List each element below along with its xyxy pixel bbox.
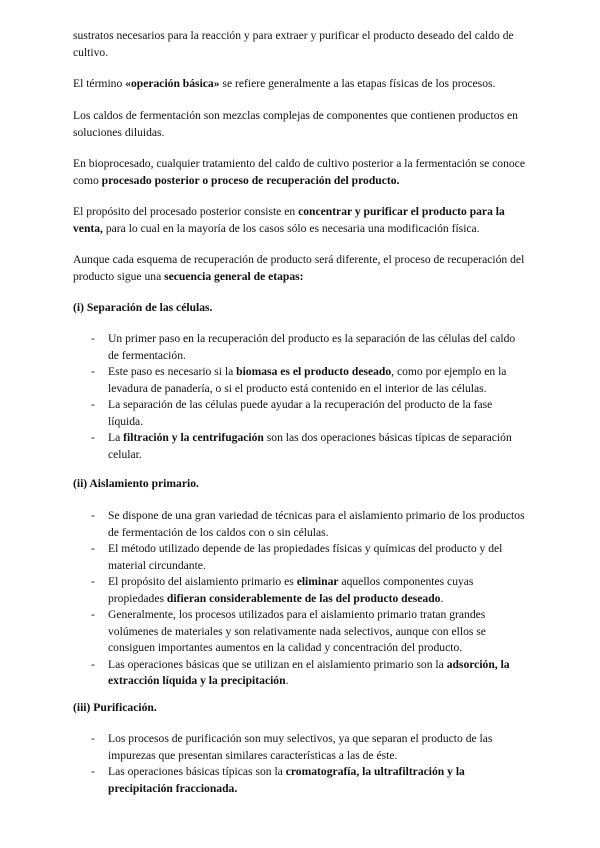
text-run: sustratos necesarios para la reacción y para extraer y purificar el producto deseado del caldo de cultivo. [73,29,514,59]
text-run: Los procesos de purificación son muy selectivos, ya que separan el producto de las impurezas que presentan similares características a las de éste. [108,732,493,762]
paragraph [73,204,529,237]
bold-text: secuencia general de etapas: [164,269,304,283]
list-item [73,541,529,574]
bullet-list [73,731,529,797]
text-run: Generalmente, los procesos utilizados para el aislamiento primario tratan grandes volúmenes de materiales y son relativamente nada selectivos, aunque con ellos se consiguen importantes aumentos en la calidad y concentración del producto. [108,608,486,654]
bold-text: filtración y la centrifugación [123,431,264,444]
text-run: El propósito del aislamiento primario es [108,575,297,588]
bold-text: difieran considerablemente de las del producto deseado [166,591,441,605]
section-heading: (i) Separación de las células. [73,301,213,314]
list-item [73,364,529,397]
text-run: . [440,591,444,605]
list-item [73,508,529,541]
list-item [73,430,529,463]
list-item [73,657,529,690]
text-run: se refiere generalmente a las etapas físicas de los procesos. [219,77,496,90]
text-run: Los caldos de fermentación son mezclas complejas de componentes que contienen productos en soluciones diluidas. [73,109,518,139]
text-run: Las operaciones básicas que se utilizan en el aislamiento primario son la [108,657,447,671]
section-heading: (ii) Aislamiento primario. [73,477,199,490]
text-run: Este paso es necesario si la [108,365,237,378]
paragraph [73,252,529,285]
bold-text: eliminar [296,575,339,588]
text-run: El método utilizado depende de las propiedades físicas y químicas del producto y del material circundante. [108,542,503,572]
text-run: El propósito del procesado posterior consiste en [73,205,299,218]
bullet-list [73,508,529,690]
bold-text: adsorción, la extracción líquida y la precipitación [108,657,510,687]
text-run: , como por ejemplo en la levadura de panadería, o si el producto está contenido en el interior de las células. [108,365,507,395]
list-item [73,397,529,430]
bullet-list [73,331,529,463]
text-run: La [108,431,124,444]
paragraph [73,76,529,93]
bold-text: concentrar y purificar el producto para la venta, [73,205,505,235]
text-run: La separación de las células puede ayudar a la recuperación del producto de la fase líquida. [108,398,493,428]
paragraph [73,108,529,141]
bold-text: «operación básica» [125,77,220,90]
text-run: Un primer paso en la recuperación del producto es la separación de las células del caldo de fermentación. [108,332,516,362]
paragraph [73,28,529,61]
text-run: son las dos operaciones básicas típicas de separación celular. [108,431,512,461]
paragraph [73,156,529,189]
list-item [73,764,529,797]
text-run: El término [73,77,126,90]
bold-text: procesado posterior o proceso de recuperación del producto. [101,173,400,187]
text-run: Aunque cada esquema de recuperación de producto será diferente, el proceso de recuperación del producto sigue una [73,253,525,283]
bold-text: biomasa es el producto deseado [236,365,392,378]
text-run: Las operaciones básicas típicas son la [108,765,286,778]
text-run: para lo cual en la mayoría de los casos sólo es necesaria una modificación física. [102,221,480,235]
section-heading: (iii) Purificación. [73,701,157,714]
text-run: Se dispone de una gran variedad de técnicas para el aislamiento primario de los productos de fermentación de los caldos con o sin células. [108,509,525,539]
text-run: En bioprocesado, cualquier tratamiento del caldo de cultivo posterior a la fermentación se conoce como [73,157,525,187]
list-item [73,331,529,364]
text-run: . [285,674,289,687]
text-run: aquellos componentes cuyas propiedades [108,575,474,605]
list-item [73,607,529,657]
bold-text: cromatografía, la ultrafiltración y la precipitación fraccionada. [108,765,465,795]
list-item [73,731,529,764]
list-item [73,574,529,607]
